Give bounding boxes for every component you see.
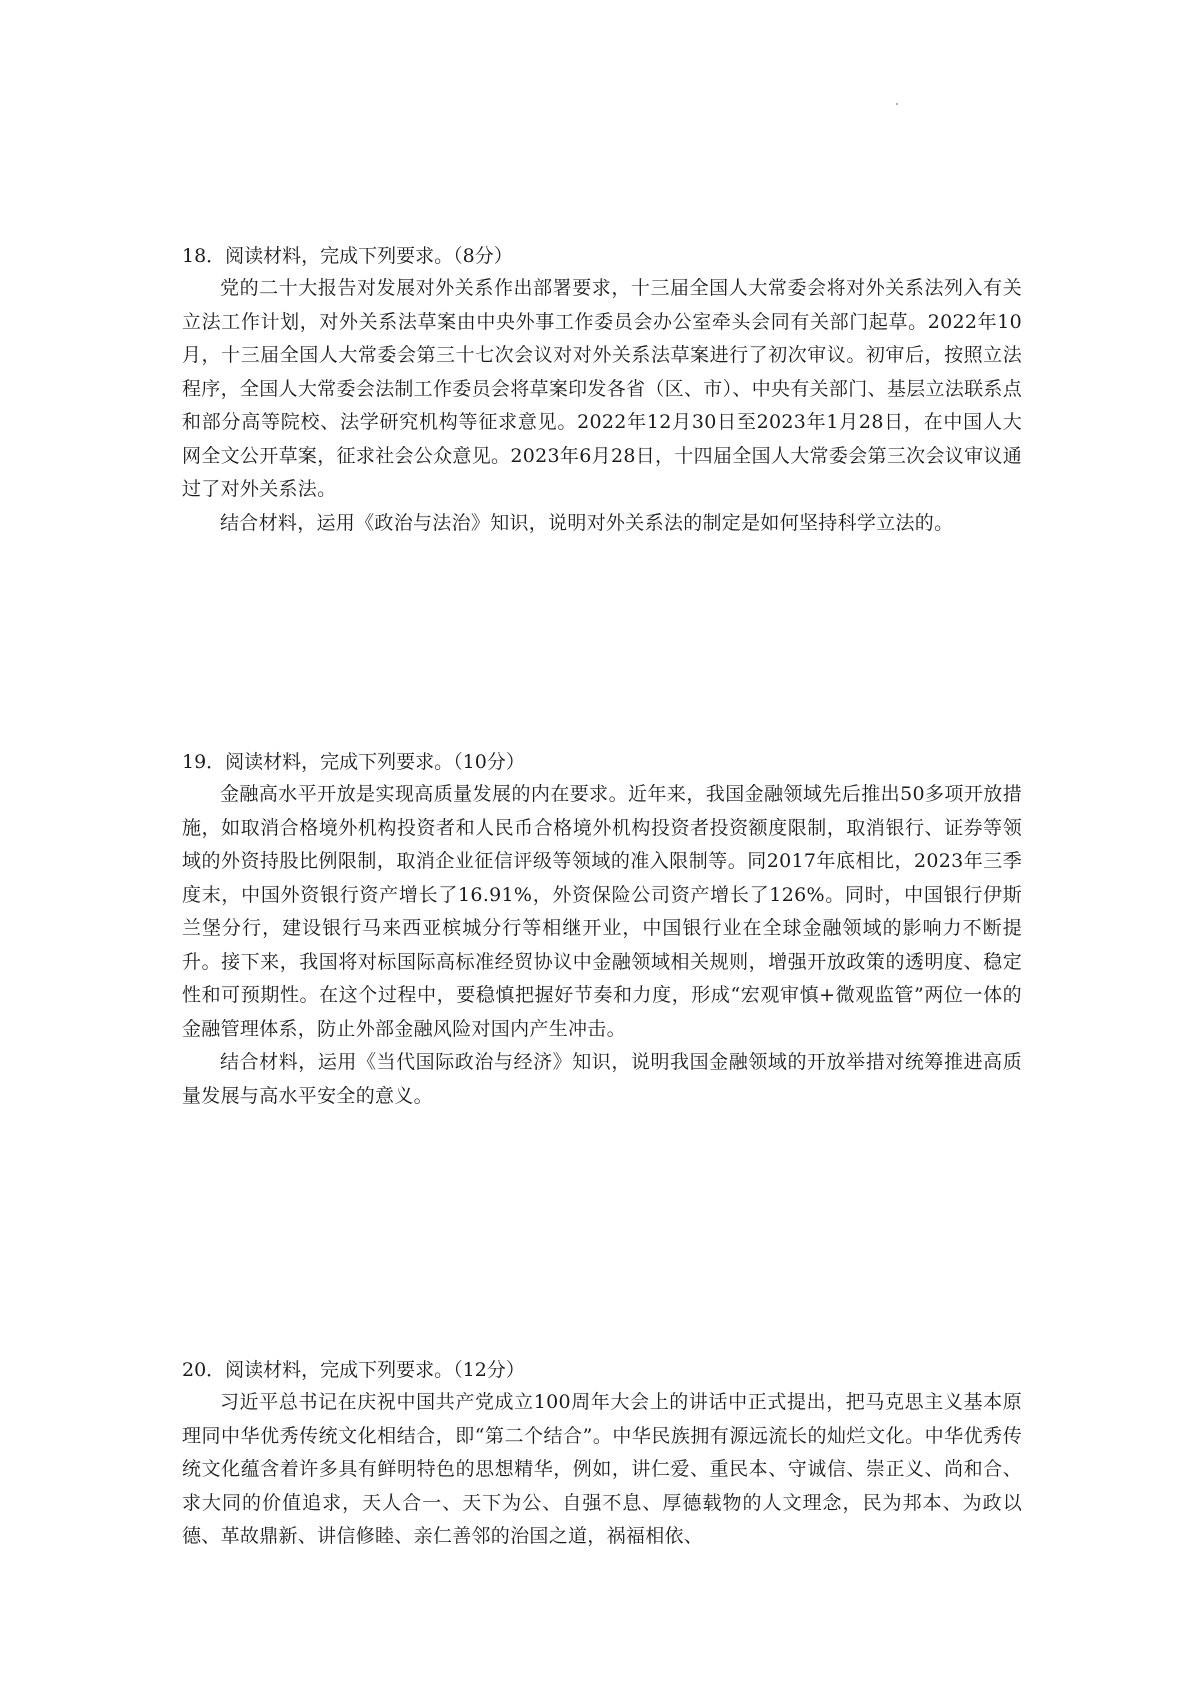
question-material: 金融高水平开放是实现高质量发展的内在要求。近年来，我国金融领域先后推出50多项开放措施，如取消合格境外机构投资者和人民币合格境外机构投资者投资额度限制，取消银行、证券等领域的外资持股比例限制，取消企业征信评级等领域的准入限制等。同2017年底相比，2023年三季度末，中国外资银行资产增长了16.91%，外资保险公司资产增长了126%。同时，中国银行伊斯兰堡分行，建设银行马来西亚槟城分行等相继开业，中国银行业在全球金融领域的影响力不断提升。接下来，我国将对标国际高标准经贸协议中金融领域相关规则，增强开放政策的透明度、稳定性和可预期性。在这个过程中，要稳慎把握好节奏和力度，形成“宏观审慎+微观监管”两位一体的金融管理体系，防止外部金融风险对国内产生冲击。 — [182, 783, 1022, 1040]
question-requirement: 结合材料，运用《政治与法治》知识，说明对外关系法的制定是如何坚持科学立法的。 — [220, 511, 954, 534]
question-title: 20．阅读材料，完成下列要求。（12分） — [182, 1359, 525, 1381]
question-18 — [182, 240, 1022, 540]
question-material: 党的二十大报告对发展对外关系作出部署要求，十三届全国人大常委会将对外关系法列入有关立法工作计划，对外关系法草案由中央外事工作委员会办公室牵头会同有关部门起草。2022年10月，十三届全国人大常委会第三十七次会议对对外关系法草案进行了初次审议。初审后，按照立法程序，全国人大常委会法制工作委员会将草案印发各省（区、市）、中央有关部门、基层立法联系点和部分高等院校、法学研究机构等征求意见。2022年12月30日至2023年1月28日，在中国人大网全文公开草案，征求社会公众意见。2023年6月28日，十四届全国人大常委会第三次会议审议通过了对外关系法。 — [182, 277, 1022, 500]
scan-speck — [896, 103, 898, 105]
question-requirement: 结合材料，运用《当代国际政治与经济》知识，说明我国金融领域的开放举措对统筹推进高质量发展与高水平安全的意义。 — [182, 1051, 1022, 1107]
question-19 — [182, 746, 1022, 1113]
question-title: 18．阅读材料，完成下列要求。（8分） — [182, 245, 513, 267]
question-material: 习近平总书记在庆祝中国共产党成立100周年大会上的讲话中正式提出，把马克思主义基本原理同中华优秀传统文化相结合，即“第二个结合”。中华民族拥有源远流长的灿烂文化。中华优秀传统文化蕴含着许多具有鲜明特色的思想精华，例如，讲仁爱、重民本、守诚信、崇正义、尚和合、求大同的价值追求，天人合一、天下为公、自强不息、厚德载物的人文理念，民为邦本、为政以德、革故鼎新、讲信修睦、亲仁善邻的治国之道，祸福相依、 — [182, 1391, 1022, 1547]
question-20 — [182, 1354, 1022, 1554]
question-title: 19．阅读材料，完成下列要求。（10分） — [182, 751, 525, 773]
